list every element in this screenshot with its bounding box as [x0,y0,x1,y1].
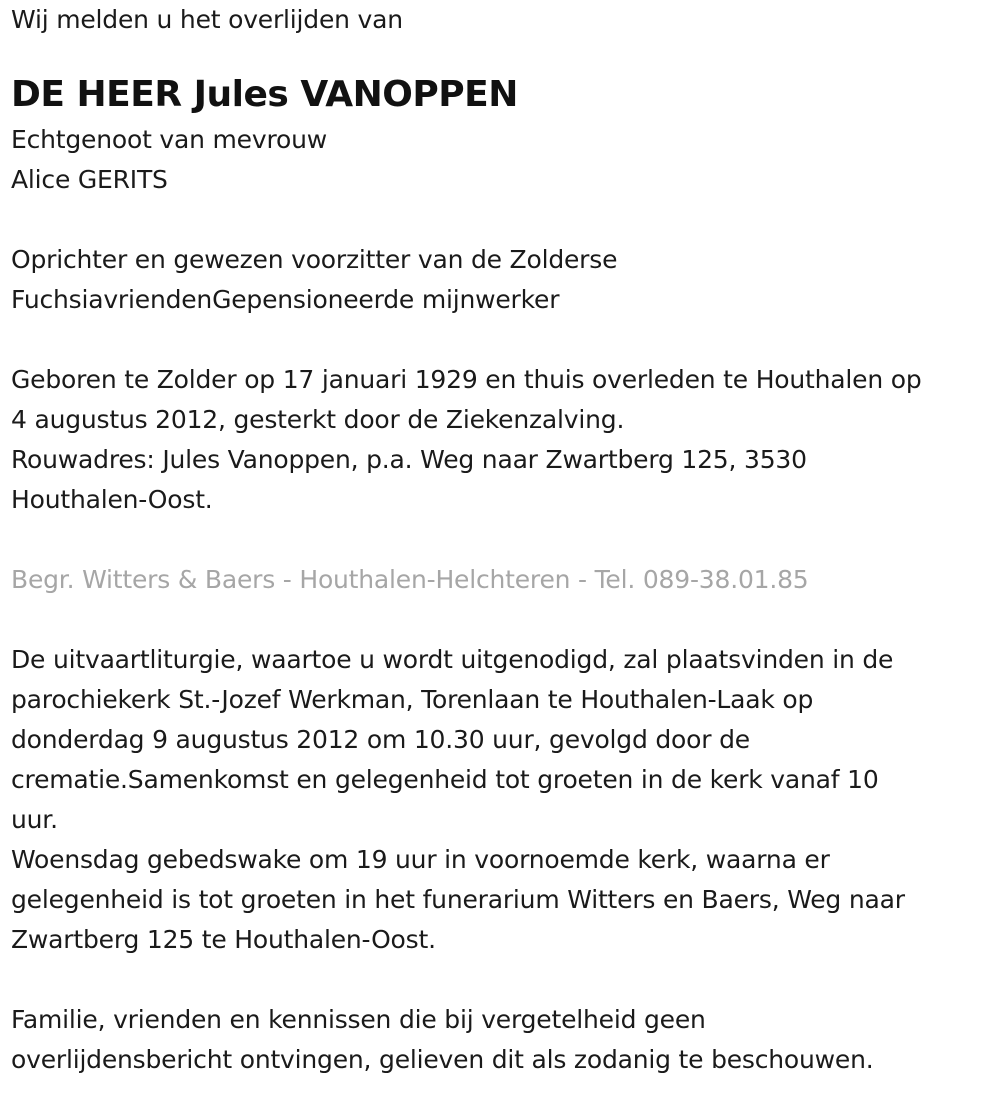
spacer [11,520,996,560]
funeral-service-line: parochiekerk St.-Jozef Werkman, Torenlaan te Houthalen-Laak op [11,685,814,714]
mourning-address-line: Houthalen-Oost. [11,485,213,514]
spacer [11,40,996,70]
birth-death-line: Geboren te Zolder op 17 januari 1929 en thuis overleden te Houthalen op [11,365,922,394]
spouse-line: Echtgenoot van mevrouw [11,125,327,154]
vigil-line: Zwartberg 125 te Houthalen-Oost. [11,925,436,954]
birth-death-line: 4 augustus 2012, gesterkt door de Ziekenzalving. [11,405,625,434]
funeral-service-line: De uitvaartliturgie, waartoe u wordt uitgenodigd, zal plaatsvinden in de [11,645,894,674]
obituary-notice [11,0,996,1080]
spacer [11,200,996,240]
spacer [11,600,996,640]
closing-note-line: overlijdensbericht ontvingen, gelieven dit als zodanig te beschouwen. [11,1045,874,1074]
spacer [11,960,996,1000]
funeral-service-line: crematie.Samenkomst en gelegenheid tot groeten in de kerk vanaf 10 [11,765,879,794]
vigil-line: gelegenheid is tot groeten in het funerarium Witters en Baers, Weg naar [11,885,905,914]
intro-text: Wij melden u het overlijden van [11,5,403,34]
roles-line: Oprichter en gewezen voorzitter van de Zolderse [11,245,618,274]
funeral-service-line: donderdag 9 augustus 2012 om 10.30 uur, gevolgd door de [11,725,750,754]
deceased-name: DE HEER Jules VANOPPEN [11,74,518,115]
roles-line: FuchsiavriendenGepensioneerde mijnwerker [11,285,560,314]
spouse-name: Alice GERITS [11,165,168,194]
funeral-service-line: uur. [11,805,58,834]
spacer [11,320,996,360]
mourning-address-line: Rouwadres: Jules Vanoppen, p.a. Weg naar Zwartberg 125, 3530 [11,445,807,474]
closing-note-line: Familie, vrienden en kennissen die bij vergetelheid geen [11,1005,706,1034]
vigil-line: Woensdag gebedswake om 19 uur in voornoemde kerk, waarna er [11,845,830,874]
funeral-director: Begr. Witters & Baers - Houthalen-Helchteren - Tel. 089-38.01.85 [11,565,809,594]
